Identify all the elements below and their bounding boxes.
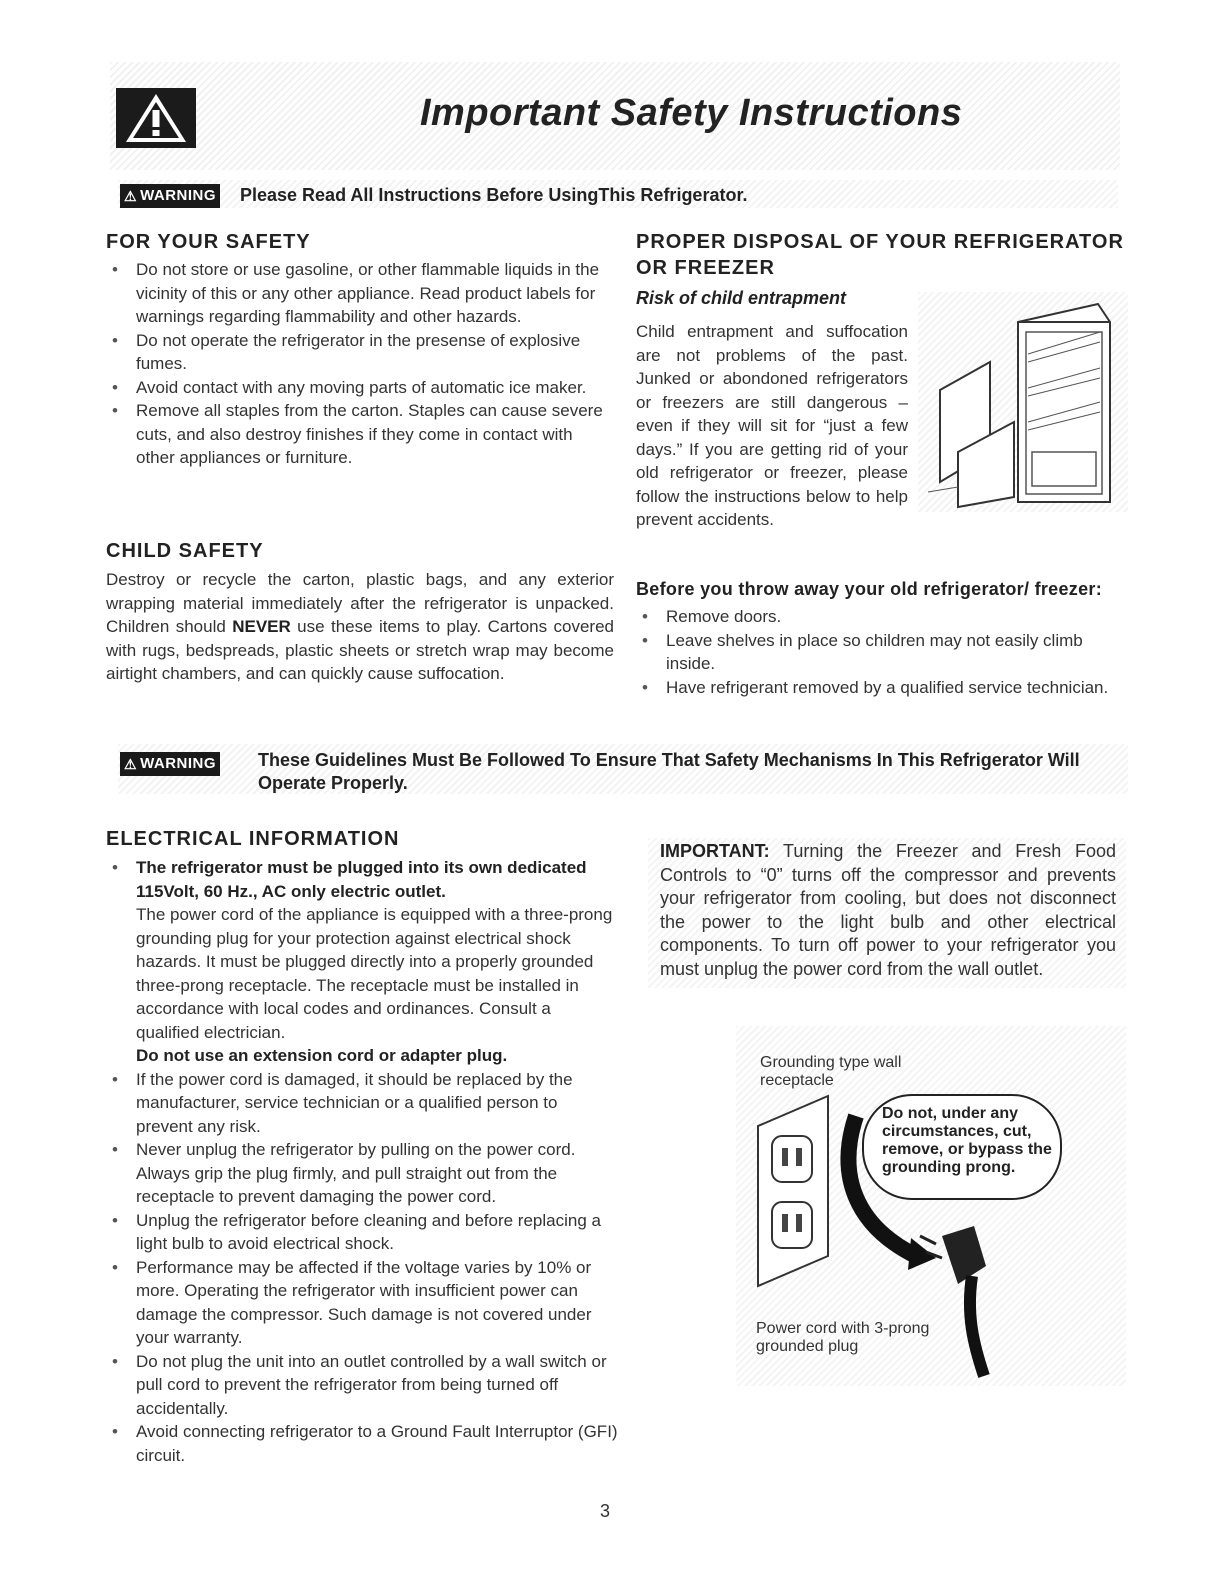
- list-item: • Do not plug the unit into an outlet controlled by a wall switch or pull cord to prevent the refrigerator from being turned off accidentally.: [106, 1350, 618, 1421]
- electrical-bold-lead: • The refrigerator must be plugged into its own dedicated 115Volt, 60 Hz., AC only electric outlet.: [136, 858, 587, 901]
- disposal-heading: PROPER DISPOSAL OF YOUR REFRIGERATOR OR FREEZER: [636, 231, 1124, 279]
- list-item: • Do not store or use gasoline, or other flammable liquids in the vicinity of this or any other appliance. Read product labels for warnings regarding flammability and other hazards.: [106, 258, 616, 329]
- list-item: • Avoid connecting refrigerator to a Ground Fault Interruptor (GFI) circuit.: [106, 1420, 618, 1467]
- list-item: • Never unplug the refrigerator by pulling on the power cord. Always grip the plug firmly, and pull straight out from the receptacle to prevent damaging the power cord.: [106, 1138, 618, 1209]
- warning-badge: [120, 184, 220, 208]
- warning-triangle-icon: ⚠: [124, 188, 138, 204]
- electrical-bullet-text: The power cord of the appliance is equipped with a three-prong grounding plug for your protection against electrical shock hazards. It must be plugged directly into a properly grounded three-prong receptacle. The receptacle must be installed in accordance with local codes and ordinances. Consult a qualified electrician.: [136, 905, 613, 1042]
- electrical-list: [106, 856, 618, 1467]
- electrical-bold-end: Do not use an extension cord or adapter plug.: [136, 1046, 508, 1065]
- important-note-text: [660, 840, 1116, 981]
- child-safety-emphasis: NEVER: [232, 617, 291, 636]
- top-warning-text: Please Read All Instructions Before UsingThis Refrigerator.: [240, 185, 748, 205]
- warning-exclamation-icon: [116, 88, 196, 148]
- before-throw-away-heading: Before you throw away your old refrigerator/ freezer:: [636, 579, 1103, 599]
- list-item: • Leave shelves in place so children may not easily climb inside.: [636, 629, 1136, 676]
- child-safety-text-a: Destroy or recycle the carton, plastic bags, and any exterior wrapping material immediately after the refrigerator is unpacked. Children should: [106, 570, 614, 636]
- page-title: Important Safety Instructions: [420, 92, 963, 134]
- child-safety-text-b: use these items to play. Cartons covered with rugs, bedspreads, plastic sheets or stretch wrap may become airtight chambers, and can quickly cause suffocation.: [106, 617, 614, 683]
- receptacle-label: Grounding type wall receptacle: [760, 1054, 902, 1089]
- list-item: • Have refrigerant removed by a qualified service technician.: [636, 676, 1136, 700]
- refrigerator-illustration: [918, 292, 1128, 512]
- list-item: • Performance may be affected if the voltage varies by 10% or more. Operating the refrigerator with insufficient power can damage the compressor. Such damage is not covered under your warranty.: [106, 1256, 618, 1350]
- cord-label: Power cord with 3-prong grounded plug: [756, 1320, 930, 1355]
- warning-triangle-icon: ⚠: [124, 756, 138, 772]
- list-item: [106, 856, 618, 1068]
- disposal-text: Child entrapment and suffocation are not problems of the past. Junked or abondoned refrigerators or freezers are still dangerous – even if they will sit for “just a few days.” If you are getting rid of your old refrigerator or freezer, please follow the instructions below to help prevent accidents.: [636, 322, 908, 529]
- disposal-subheading: Risk of child entrapment: [636, 288, 847, 308]
- page-number: 3: [600, 1501, 611, 1521]
- list-item: • Unplug the refrigerator before cleaning and before replacing a light bulb to avoid electrical shock.: [106, 1209, 618, 1256]
- important-note-label: IMPORTANT:: [660, 841, 770, 861]
- child-safety-text: [106, 568, 614, 686]
- important-note-body: Turning the Freezer and Fresh Food Controls to “0” turns off the compressor and prevents your refrigerator from cooling, but does not disconnect the power to the light bulb and other electrical components. To turn off power to your refrigerator you must unplug the power cord from the wall outlet.: [660, 841, 1116, 979]
- warning-badge: [120, 752, 220, 776]
- warning-badge-label: WARNING: [140, 755, 217, 772]
- list-item: • If the power cord is damaged, it should be replaced by the manufacturer, service technician or a qualified person to prevent any risk.: [106, 1068, 618, 1139]
- list-item: • Remove doors.: [636, 605, 1136, 629]
- electrical-heading: ELECTRICAL INFORMATION: [106, 828, 400, 850]
- warning-badge-label: WARNING: [140, 187, 217, 204]
- list-item: • Remove all staples from the carton. Staples can cause severe cuts, and also destroy finishes if they come in contact with other appliances or furniture.: [106, 399, 616, 470]
- mid-warning-text: These Guidelines Must Be Followed To Ensure That Safety Mechanisms In This Refrigerator Will Operate Properly.: [258, 750, 1080, 793]
- child-safety-heading: CHILD SAFETY: [106, 540, 264, 562]
- for-your-safety-heading: FOR YOUR SAFETY: [106, 231, 311, 253]
- list-item: • Do not operate the refrigerator in the presense of explosive fumes.: [106, 329, 616, 376]
- disposal-list: [636, 605, 1136, 699]
- for-your-safety-list: [106, 258, 616, 470]
- callout-text: Do not, under any circumstances, cut, remove, or bypass the grounding prong.: [882, 1105, 1052, 1176]
- list-item: • Avoid contact with any moving parts of automatic ice maker.: [106, 376, 616, 400]
